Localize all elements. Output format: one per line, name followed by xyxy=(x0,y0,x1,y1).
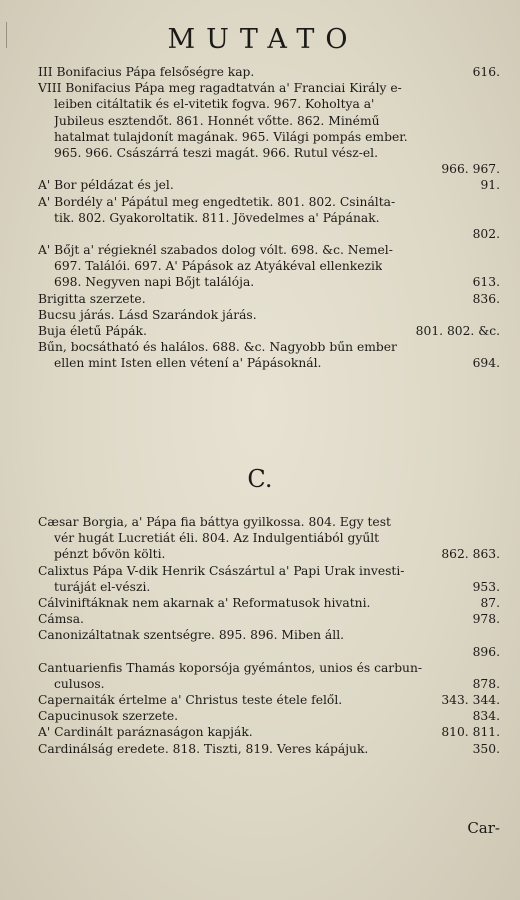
page-reference: 350. xyxy=(472,741,500,756)
index-line xyxy=(38,291,500,307)
page-reference: 91. xyxy=(480,178,500,193)
index-line xyxy=(38,644,500,660)
entry-text: Jubileus esztendőt. 861. Honnét vőtte. 862. Minémű xyxy=(54,113,380,128)
entry-text: A' Bor példázat és jel. xyxy=(38,178,174,193)
page-reference: 802. xyxy=(472,226,500,241)
entry-text: hatalmat tulajdonít magának. 965. Világi pompás ember. xyxy=(54,129,408,144)
index-line xyxy=(38,226,500,242)
page-reference: 810. 811. xyxy=(441,725,500,740)
entry-text: Cálviniftáknak nem akarnak a' Reformatusok hivatni. xyxy=(38,595,371,610)
page-reference: 953. xyxy=(472,579,500,594)
section-letter: C. xyxy=(247,465,273,493)
entry-text: pénzt bővön költi. xyxy=(54,547,166,562)
index-line xyxy=(38,145,500,161)
index-line xyxy=(38,96,500,112)
page-reference: 878. xyxy=(472,676,500,691)
page-reference: 694. xyxy=(472,356,500,371)
index-line xyxy=(38,741,500,757)
entry-text: Calixtus Pápa V-dik Henrik Császártul a' Papi Urak investi- xyxy=(38,563,405,578)
entry-text: A' Bőjt a' régieknél szabados dolog vólt. 698. &c. Nemel- xyxy=(38,243,393,258)
index-line xyxy=(38,274,500,290)
entry-text: 697. Találói. 697. A' Pápások az Atyákéval ellenkezik xyxy=(54,259,383,274)
entry-text: Brigitta szerzete. xyxy=(38,291,146,306)
page-reference: 343. 344. xyxy=(441,693,500,708)
index-line xyxy=(38,307,500,323)
entry-text: Capucinusok szerzete. xyxy=(38,709,179,724)
index-line xyxy=(38,242,500,258)
entry-text: leiben citáltatik és el-vitetik fogva. 967. Koholtya a' xyxy=(54,97,375,112)
page-reference: 966. 967. xyxy=(441,162,500,177)
catchword: Car- xyxy=(467,819,500,837)
index-line xyxy=(38,339,500,355)
index-line xyxy=(38,194,500,210)
entry-text: III Bonifacius Pápa felsőségre kap. xyxy=(38,65,255,79)
index-line xyxy=(38,692,500,708)
index-line xyxy=(38,708,500,724)
entry-text: tik. 802. Gyakoroltatik. 811. Jövedelmes a' Pápának. xyxy=(54,210,380,225)
entry-text: Bűn, bocsátható és halálos. 688. &c. Nagyobb bűn ember xyxy=(38,340,397,355)
index-line xyxy=(38,177,500,193)
entry-text: Canonizáltatnak szentségre. 895. 896. Miben áll. xyxy=(38,628,345,643)
page-reference: 616. xyxy=(472,65,500,79)
page-reference: 862. 863. xyxy=(441,547,500,562)
index-line xyxy=(38,660,500,676)
entry-text: culusos. xyxy=(54,676,105,691)
entry-text: A' Cardinált paráznaságon kapják. xyxy=(38,725,253,740)
index-line xyxy=(38,129,500,145)
entry-text: turáját el-vészi. xyxy=(54,579,151,594)
page-reference: 613. xyxy=(472,275,500,290)
entry-text: Capernaiták értelme a' Christus teste étele felől. xyxy=(38,693,343,708)
index-line xyxy=(38,611,500,627)
index-line xyxy=(38,355,500,371)
page-reference: 801. 802. &c. xyxy=(415,324,500,338)
index-line xyxy=(38,514,500,530)
entry-text: Cæsar Borgia, a' Pápa fia báttya gyilkossa. 804. Egy test xyxy=(38,515,391,529)
index-line xyxy=(38,210,500,226)
entry-text: VIII Bonifacius Pápa meg ragadtatván a' Franciai Király e- xyxy=(38,81,402,96)
index-line xyxy=(38,323,500,339)
entry-text: 698. Negyven napi Bőjt találója. xyxy=(54,275,255,290)
index-line xyxy=(38,80,500,96)
index-line xyxy=(38,579,500,595)
entry-text: ellen mint Isten ellen vétení a' Pápásoknál. xyxy=(54,356,322,371)
entry-text: Bucsu járás. Lásd Szarándok járás. xyxy=(38,307,257,322)
entry-text: vér hugát Lucretiát éli. 804. Az Indulgentiából gyűlt xyxy=(54,531,380,546)
index-line xyxy=(38,546,500,562)
page-reference: 836. xyxy=(472,291,500,306)
index-line xyxy=(38,595,500,611)
index-line xyxy=(38,530,500,546)
entry-text: Buja életű Pápák. xyxy=(38,324,147,338)
index-line xyxy=(38,161,500,177)
index-line xyxy=(38,258,500,274)
page-reference: 87. xyxy=(480,595,500,610)
page-reference: 978. xyxy=(472,612,500,627)
entry-text: Cámsa. xyxy=(38,612,84,627)
entry-text: 965. 966. Császárrá teszi magát. 966. Rutul vész-el. xyxy=(54,145,379,160)
running-header: MUTATO xyxy=(167,24,359,55)
page-reference: 834. xyxy=(472,709,500,724)
index-line xyxy=(38,563,500,579)
index-line xyxy=(38,64,500,80)
entry-text: A' Bordély a' Pápátul meg engedtetik. 801. 802. Csinálta- xyxy=(38,194,396,209)
page-reference: 896. xyxy=(472,644,500,659)
entry-text: Cardinálság eredete. 818. Tiszti, 819. Veres kápájuk. xyxy=(38,741,369,756)
index-line xyxy=(38,627,500,643)
entry-text: Cantuarienfis Thamás koporsója gyémántos, unios és carbun- xyxy=(38,660,423,675)
index-block-c xyxy=(38,514,500,757)
index-line xyxy=(38,724,500,740)
index-line xyxy=(38,676,500,692)
index-line xyxy=(38,113,500,129)
index-block-b xyxy=(38,64,500,372)
